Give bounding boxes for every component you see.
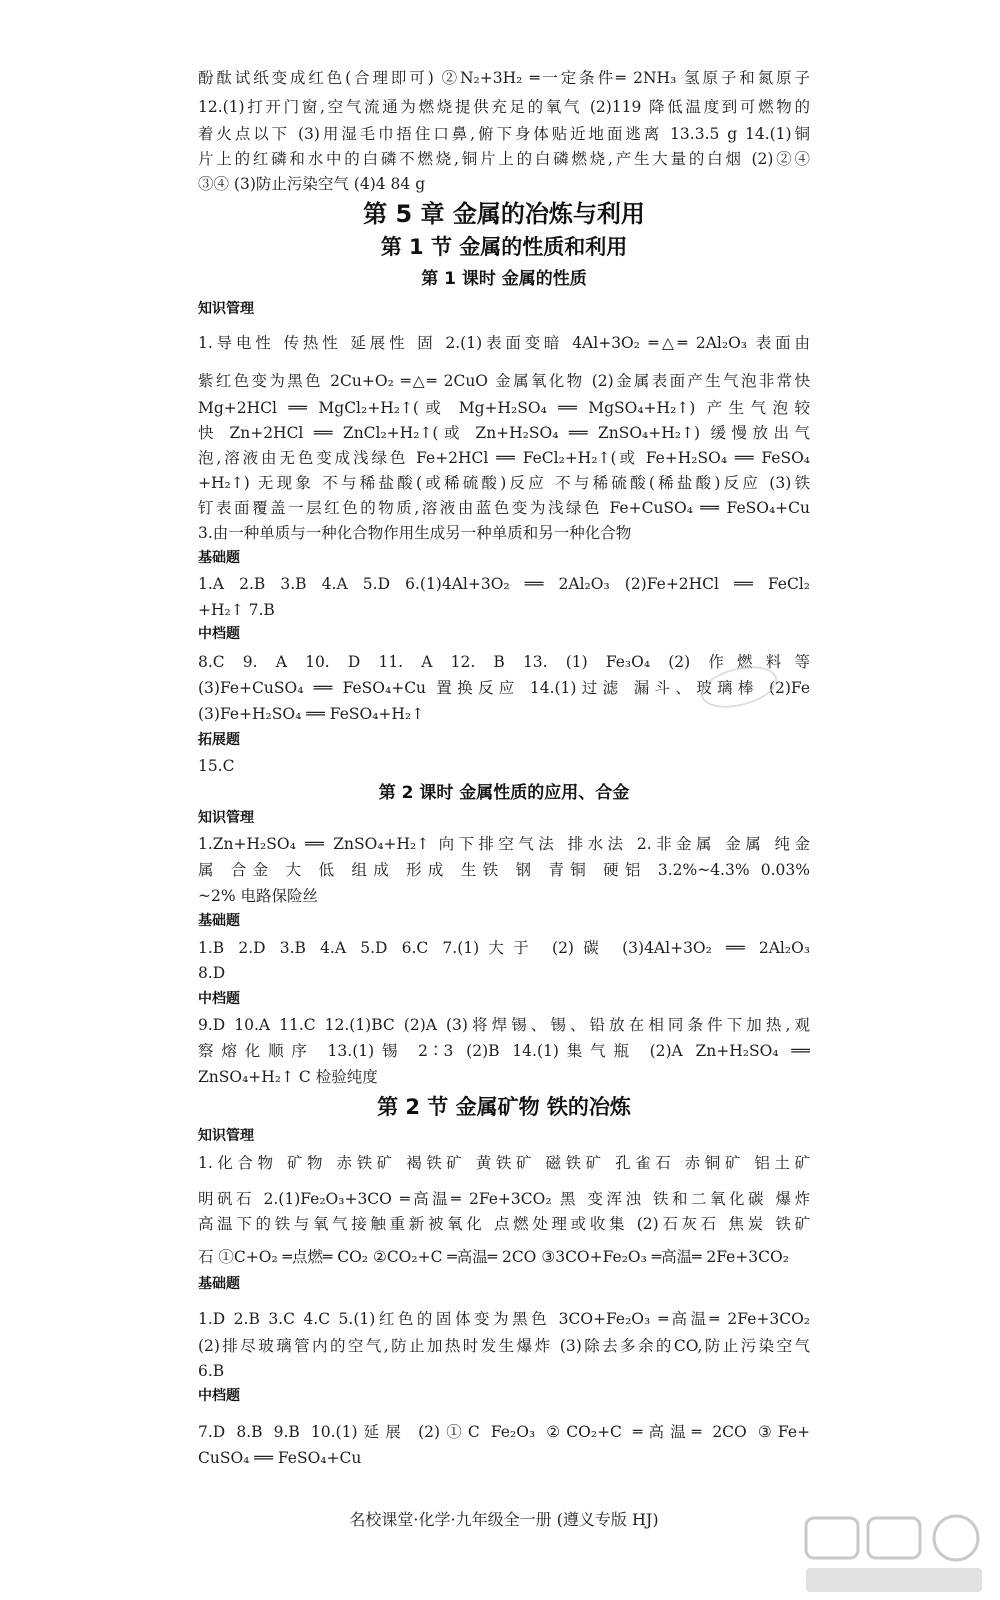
answer-line: ~2% 电路保险丝: [198, 887, 319, 905]
answer-line: CuSO₄ ══ FeSO₄+Cu: [198, 1449, 362, 1467]
lesson-title: 第 2 课时 金属性质的应用、合金: [378, 783, 630, 803]
subsection-label: 中档题: [198, 626, 240, 642]
answer-line: (2)排尽玻璃管内的空气,防止加热时发生爆炸 (3)除去多余的CO,防止污染空气: [198, 1337, 810, 1355]
answer-line: 3.由一种单质与一种化合物作用生成另一种单质和另一种化合物: [198, 524, 632, 542]
answer-line: 酚酞试纸变成红色(合理即可) ②N₂+3H₂ ═一定条件═ 2NH₃ 氢原子和氮原子: [198, 69, 810, 87]
answer-line: ③④ (3)防止污染空气 (4)4 84 g: [198, 175, 426, 193]
answer-line: 1.导电性 传热性 延展性 固 2.(1)表面变暗 4Al+3O₂ ═△═ 2Al₂O₃ 表面由: [198, 334, 810, 352]
subsection-label: 基础题: [198, 1276, 240, 1292]
subsection-label: 拓展题: [198, 732, 240, 748]
answer-line: 察熔化顺序 13.(1)锡 2∶3 (2)B 14.(1)集气瓶 (2)A Zn+H₂SO₄ ══: [198, 1042, 810, 1060]
answer-line: 泡,溶液由无色变成浅绿色 Fe+2HCl ══ FeCl₂+H₂↑(或 Fe+H₂SO₄ ══ FeSO₄: [198, 449, 810, 467]
section-title: 第 2 节 金属矿物 铁的冶炼: [377, 1095, 631, 1119]
answer-line: 属 合金 大 低 组成 形成 生铁 钢 青铜 硬铝 3.2%~4.3% 0.03%: [198, 861, 810, 879]
answer-line: 1.B 2.D 3.B 4.A 5.D 6.C 7.(1)大于 (2)碳 (3)4Al+3O₂ ══ 2Al₂O₃: [198, 939, 810, 957]
answer-line: 1.Zn+H₂SO₄ ══ ZnSO₄+H₂↑ 向下排空气法 排水法 2.非金属 金属 纯金: [198, 835, 810, 853]
answer-line: 6.B: [198, 1362, 225, 1380]
answer-line: 1.D 2.B 3.C 4.C 5.(1)红色的固体变为黑色 3CO+Fe₂O₃ ═高温═ 2Fe+3CO₂: [198, 1310, 810, 1328]
answer-line: +H₂↑) 无现象 不与稀盐酸(或稀硫酸)反应 不与稀硫酸(稀盐酸)反应 (3)铁: [198, 474, 810, 492]
answer-line: 着火点以下 (3)用湿毛巾捂住口鼻,俯下身体贴近地面逃离 13.3.5 g 14.(1)铜: [198, 125, 810, 143]
answer-line: ZnSO₄+H₂↑ C 检验纯度: [198, 1068, 378, 1086]
watermark-logo: [802, 1512, 992, 1596]
subsection-label: 知识管理: [198, 301, 254, 317]
subsection-label: 知识管理: [198, 810, 254, 826]
answer-line: 明矾石 2.(1)Fe₂O₃+3CO ═高温═ 2Fe+3CO₂ 黑 变浑浊 铁和二氧化碳 爆炸: [198, 1190, 810, 1208]
lesson-title: 第 1 课时 金属的性质: [421, 269, 587, 289]
answer-line: 8.D: [198, 964, 226, 982]
answer-line: 片上的红磷和水中的白磷不燃烧,铜片上的白磷燃烧,产生大量的白烟 (2)②④: [198, 150, 810, 168]
answer-line: 12.(1)打开门窗,空气流通为燃烧提供充足的氧气 (2)119 降低温度到可燃物的: [198, 98, 810, 116]
page-footer: 名校课堂·化学·九年级全一册 (遵义专版 HJ): [349, 1510, 659, 1529]
answer-line: 钉表面覆盖一层红色的物质,溶液由蓝色变为浅绿色 Fe+CuSO₄ ══ FeSO₄+Cu: [198, 499, 810, 517]
chapter-title: 第 5 章 金属的冶炼与利用: [363, 200, 645, 228]
answer-line: 1.化合物 矿物 赤铁矿 褐铁矿 黄铁矿 磁铁矿 孔雀石 赤铜矿 铝土矿: [198, 1154, 810, 1172]
answer-line: 快 Zn+2HCl ══ ZnCl₂+H₂↑(或 Zn+H₂SO₄ ══ ZnSO₄+H₂↑) 缓慢放出气: [198, 424, 810, 442]
answer-line: 15.C: [198, 757, 235, 775]
answer-line: (3)Fe+CuSO₄ ══ FeSO₄+Cu 置换反应 14.(1)过滤 漏斗、玻璃棒 (2)Fe: [198, 679, 810, 697]
answer-line: 9.D 10.A 11.C 12.(1)BC (2)A (3)将焊锡、锡、铅放在相同条件下加热,观: [198, 1016, 810, 1034]
answer-line: 1.A 2.B 3.B 4.A 5.D 6.(1)4Al+3O₂ ══ 2Al₂O₃ (2)Fe+2HCl ══ FeCl₂: [198, 575, 810, 593]
answer-line: +H₂↑ 7.B: [198, 601, 275, 619]
subsection-label: 中档题: [198, 991, 240, 1007]
answer-line: Mg+2HCl ══ MgCl₂+H₂↑(或 Mg+H₂SO₄ ══ MgSO₄+H₂↑) 产生气泡较: [198, 399, 810, 417]
answer-line: (3)Fe+H₂SO₄ ══ FeSO₄+H₂↑: [198, 705, 425, 723]
subsection-label: 知识管理: [198, 1128, 254, 1144]
answer-line: 紫红色变为黑色 2Cu+O₂ ═△═ 2CuO 金属氧化物 (2)金属表面产生气泡非常快: [198, 372, 810, 390]
answer-line: 高温下的铁与氧气接触重新被氧化 点燃处理或收集 (2)石灰石 焦炭 铁矿: [198, 1215, 810, 1233]
answer-line: 7.D 8.B 9.B 10.(1)延展 (2)①C Fe₂O₃ ②CO₂+C ═高温═ 2CO ③Fe+: [198, 1423, 810, 1441]
section-title: 第 1 节 金属的性质和利用: [380, 235, 628, 259]
answer-line: 石 ①C+O₂ ═点燃═ CO₂ ②CO₂+C ═高温═ 2CO ③3CO+Fe₂O₃ ═高温═ 2Fe+3CO₂: [198, 1248, 789, 1266]
subsection-label: 中档题: [198, 1388, 240, 1404]
subsection-label: 基础题: [198, 913, 240, 929]
answer-line: 8.C 9. A 10. D 11. A 12. B 13. (1) Fe₃O₄ (2) 作燃料等: [198, 653, 810, 671]
subsection-label: 基础题: [198, 550, 240, 566]
